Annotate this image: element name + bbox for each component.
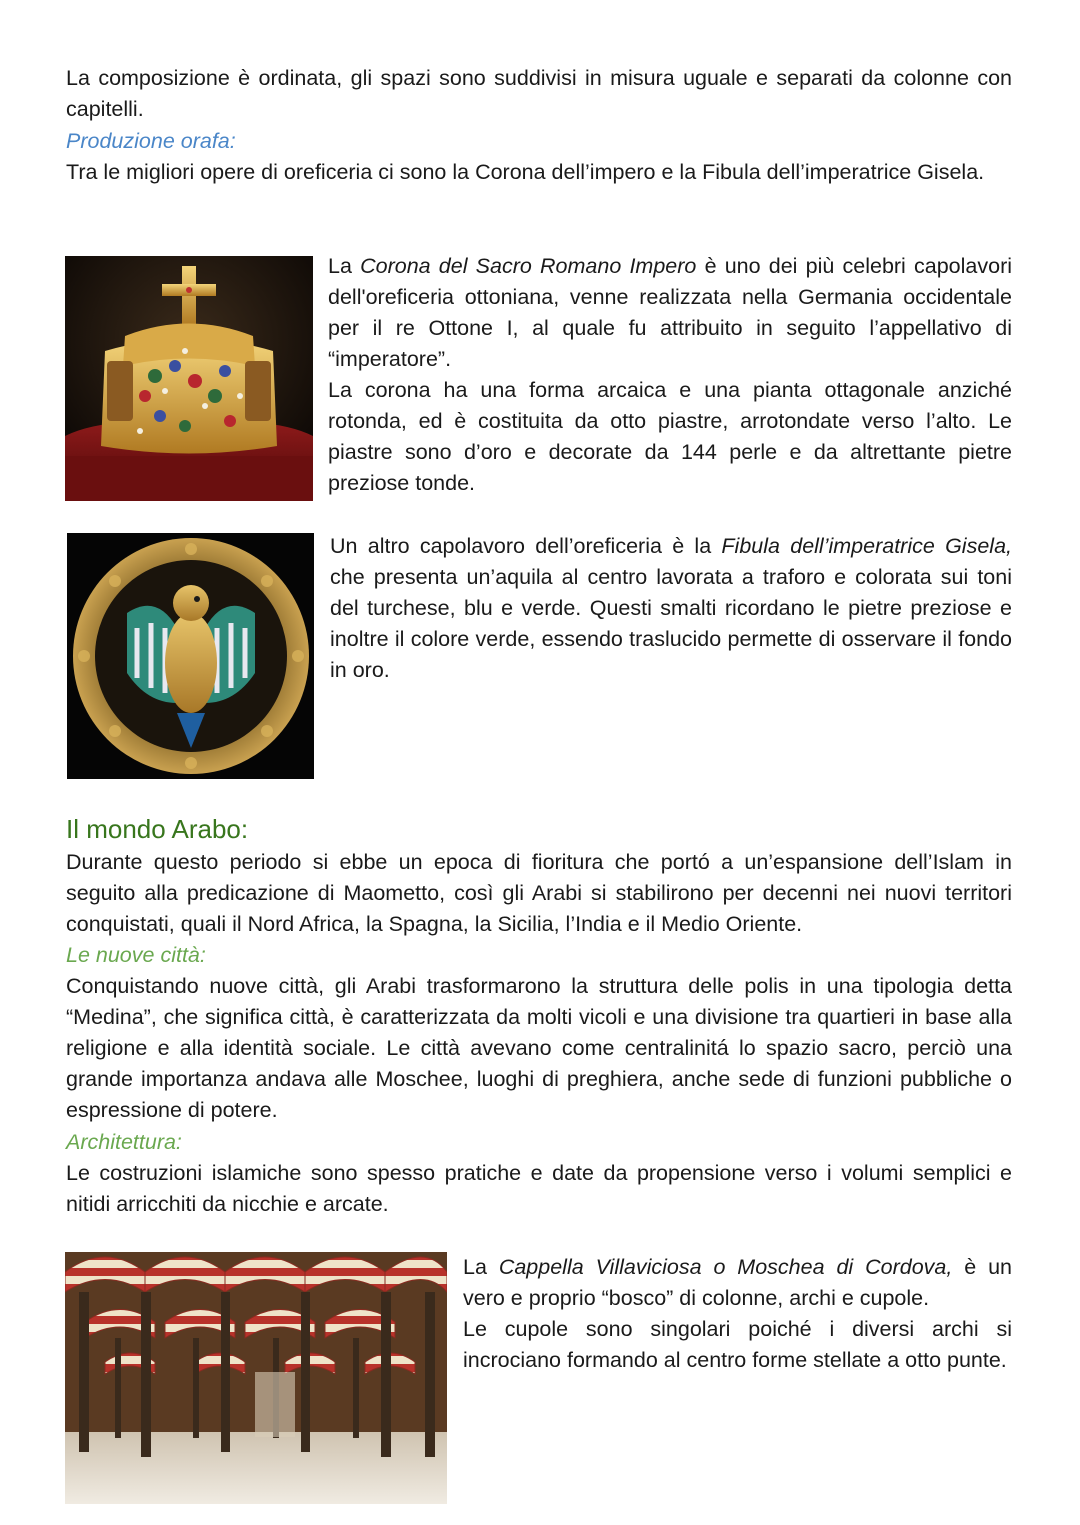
mosque-description: [463, 1252, 1012, 1376]
arab-world-paragraph: Durante questo periodo si ebbe un epoca di fioritura che portó a un’espansione dell’Islam in seguito alla predicazione di Maometto, così gli Arabi si stabilirono per decenni nei nuovi territori conquistati, quali il Nord Africa, la Spagna, la Sicilia, l’India e il Medio Oriente.: [66, 850, 1012, 936]
mosque-text-1: è un vero e proprio “bosco” di colonne, archi e cupole.: [463, 1255, 1013, 1310]
goldwork-subheading: Produzione orafa:: [66, 129, 236, 153]
architecture-subheading: Architettura:: [66, 1130, 182, 1154]
mosque-title: Cappella Villaviciosa o Moschea di Cordova,: [498, 1255, 953, 1279]
mosque-image: [65, 1252, 447, 1504]
new-cities-paragraph: Conquistando nuove città, gli Arabi trasformarono la struttura delle polis in una tipologia detta “Medina”, che significa città, è caratterizzata da molti vicoli e una divisione tra quartieri in base alla religione e alla identità sociale. Le città avevano come centralinitá lo spazio sacro, perciò una grande importanza andava alle Moschee, luoghi di preghiera, anche sede di funzioni pubbliche o espressione di potere.: [66, 974, 1012, 1122]
crown-description: [328, 251, 1012, 499]
crown-image: [65, 256, 313, 501]
goldwork-paragraph: Tra le migliori opere di oreficeria ci sono la Corona dell’impero e la Fibula dell’imperatrice Gisela.: [66, 160, 985, 184]
crown-title: Corona del Sacro Romano Impero: [360, 254, 697, 278]
architecture-paragraph: Le costruzioni islamiche sono spesso pratiche e date da propensione verso i volumi semplici e nitidi arricchiti da nicchie e arcate.: [66, 1161, 1012, 1216]
new-cities-subheading: Le nuove città:: [66, 943, 206, 967]
fibula-image: [67, 533, 314, 779]
crown-text-2: La corona ha una forma arcaica e una pianta ottagonale anziché rotonda, ed è costituita da otto piastre, arrotondate verso l’alto. Le piastre sono d’oro e decorate da 144 perle e da altrettante pietre preziose tonde.: [328, 378, 1012, 495]
intro-paragraph: La composizione è ordinata, gli spazi sono suddivisi in misura uguale e separati da colonne con capitelli.: [66, 66, 1012, 121]
fibula-title: Fibula dell’imperatrice Gisela,: [721, 534, 1012, 558]
fibula-description: [330, 531, 1012, 686]
crown-text-pre: La: [328, 254, 361, 278]
fibula-text-pre: Un altro capolavoro dell’oreficeria è la: [330, 534, 722, 558]
fibula-text: che presenta un’aquila al centro lavorata a traforo e colorata sui toni del turchese, blu e verde. Questi smalti ricordano le pietre preziose e inoltre il colore verde, essendo traslucido permette di osservare il fondo in oro.: [330, 565, 1012, 682]
crown-text-1: è uno dei più celebri capolavori dell'oreficeria ottoniana, venne realizzata nella Germania occidentale per il re Ottone I, al quale fu attribuito in seguito l’appellativo di “imperatore”.: [328, 254, 1013, 371]
arab-world-heading: Il mondo Arabo:: [66, 814, 249, 844]
mosque-text-pre: La: [463, 1255, 499, 1279]
mosque-text-2: Le cupole sono singolari poiché i diversi archi si incrociano formando al centro forme stellate a otto punte.: [463, 1317, 1012, 1372]
